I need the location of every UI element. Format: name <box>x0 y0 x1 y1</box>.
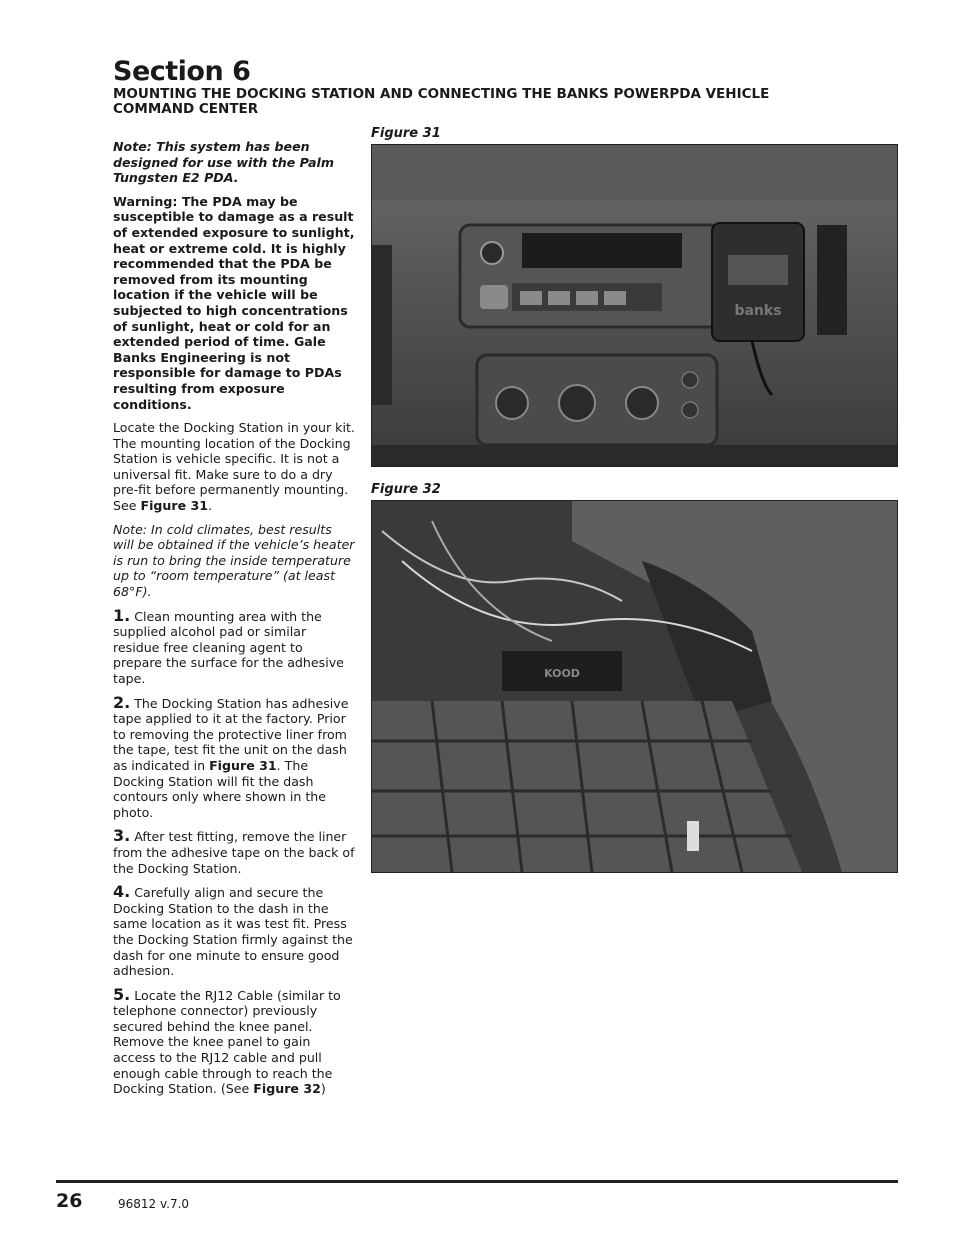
exposure-warning: Warning: The PDA may be susceptible to damage as a result of extended exposure to sunlight, heat or extreme cold. It is highly recommended that the PDA be removed from its mounting location if the vehicle will be subjected to high concentrations of sunlight, heat or cold for an extended period of time. Gale Banks Engineering is not responsible for damage to PDAs resulting from exposure conditions. <box>113 193 355 412</box>
intro-paragraph <box>113 420 355 514</box>
document-version: 96812 v.7.0 <box>118 1197 190 1211</box>
section-subtitle: MOUNTING THE DOCKING STATION AND CONNECTING THE BANKS POWERPDA VEHICLE COMMAND CENTER <box>113 86 770 117</box>
banks-logo: banks <box>734 303 782 319</box>
step-text-after: ) <box>320 1081 326 1097</box>
step-text: Locate the RJ12 Cable (similar to telephone connector) previously secured behind the knee panel. Remove the knee panel to gain access to the RJ12 cable and pull enough cable through to reach the Docking Station. (See <box>113 987 341 1097</box>
step-5 <box>113 984 355 1097</box>
figure-32-photo <box>371 500 898 873</box>
figure-31-photo <box>371 144 898 467</box>
figure-31-caption: Figure 31 <box>371 126 441 141</box>
intro-end: . <box>208 498 213 514</box>
figure-32-caption: Figure 32 <box>371 482 441 497</box>
step-text: Clean mounting area with the supplied alcohol pad or similar residue free cleaning agent to prepare the surface for the adhesive tape. <box>113 608 344 686</box>
cold-climate-note: Note: In cold climates, best results will be obtained if the vehicle’s heater is run to bring the inside temperature up to “room temperature” (at least 68°F). <box>113 521 355 600</box>
page-number: 26 <box>56 1190 83 1212</box>
palm-compatibility-note: Note: This system has been designed for use with the Palm Tungsten E2 PDA. <box>113 139 334 186</box>
instructions-column <box>113 139 355 1105</box>
step-text: Carefully align and secure the Docking Station to the dash in the same location as it was test fit. Press the Docking Station firmly against the dash for one minute to ensure good adhesion. <box>113 885 353 979</box>
module-label: KOOD <box>544 667 580 680</box>
step-number: 5. <box>113 984 131 1004</box>
step-number: 1. <box>113 605 131 625</box>
figure-reference: Figure 31 <box>209 757 277 773</box>
step-text-after: . The Docking Station will fit the dash contours only where shown in the photo. <box>113 757 326 820</box>
intro-text: Locate the Docking Station in your kit. The mounting location of the Docking Station is vehicle specific. It is not a universal fit. Make sure to do a dry pre-fit before permanently mounting. See <box>113 420 355 514</box>
section-title: Section 6 <box>113 56 251 87</box>
figure-reference: Figure 31 <box>140 498 209 514</box>
step-3 <box>113 828 355 876</box>
step-number: 3. <box>113 826 131 846</box>
step-number: 4. <box>113 882 131 902</box>
step-4 <box>113 884 355 979</box>
footer-rule <box>56 1180 898 1183</box>
step-number: 2. <box>113 692 131 712</box>
figure-reference: Figure 32 <box>253 1081 321 1097</box>
step-2 <box>113 692 355 821</box>
step-text: After test fitting, remove the liner from the adhesive tape on the back of the Docking Station. <box>113 829 355 876</box>
step-1 <box>113 605 355 687</box>
step-text: The Docking Station has adhesive tape applied to it at the factory. Prior to removing the protective liner from the tape, test fit the unit on the dash as indicated in <box>113 695 349 773</box>
